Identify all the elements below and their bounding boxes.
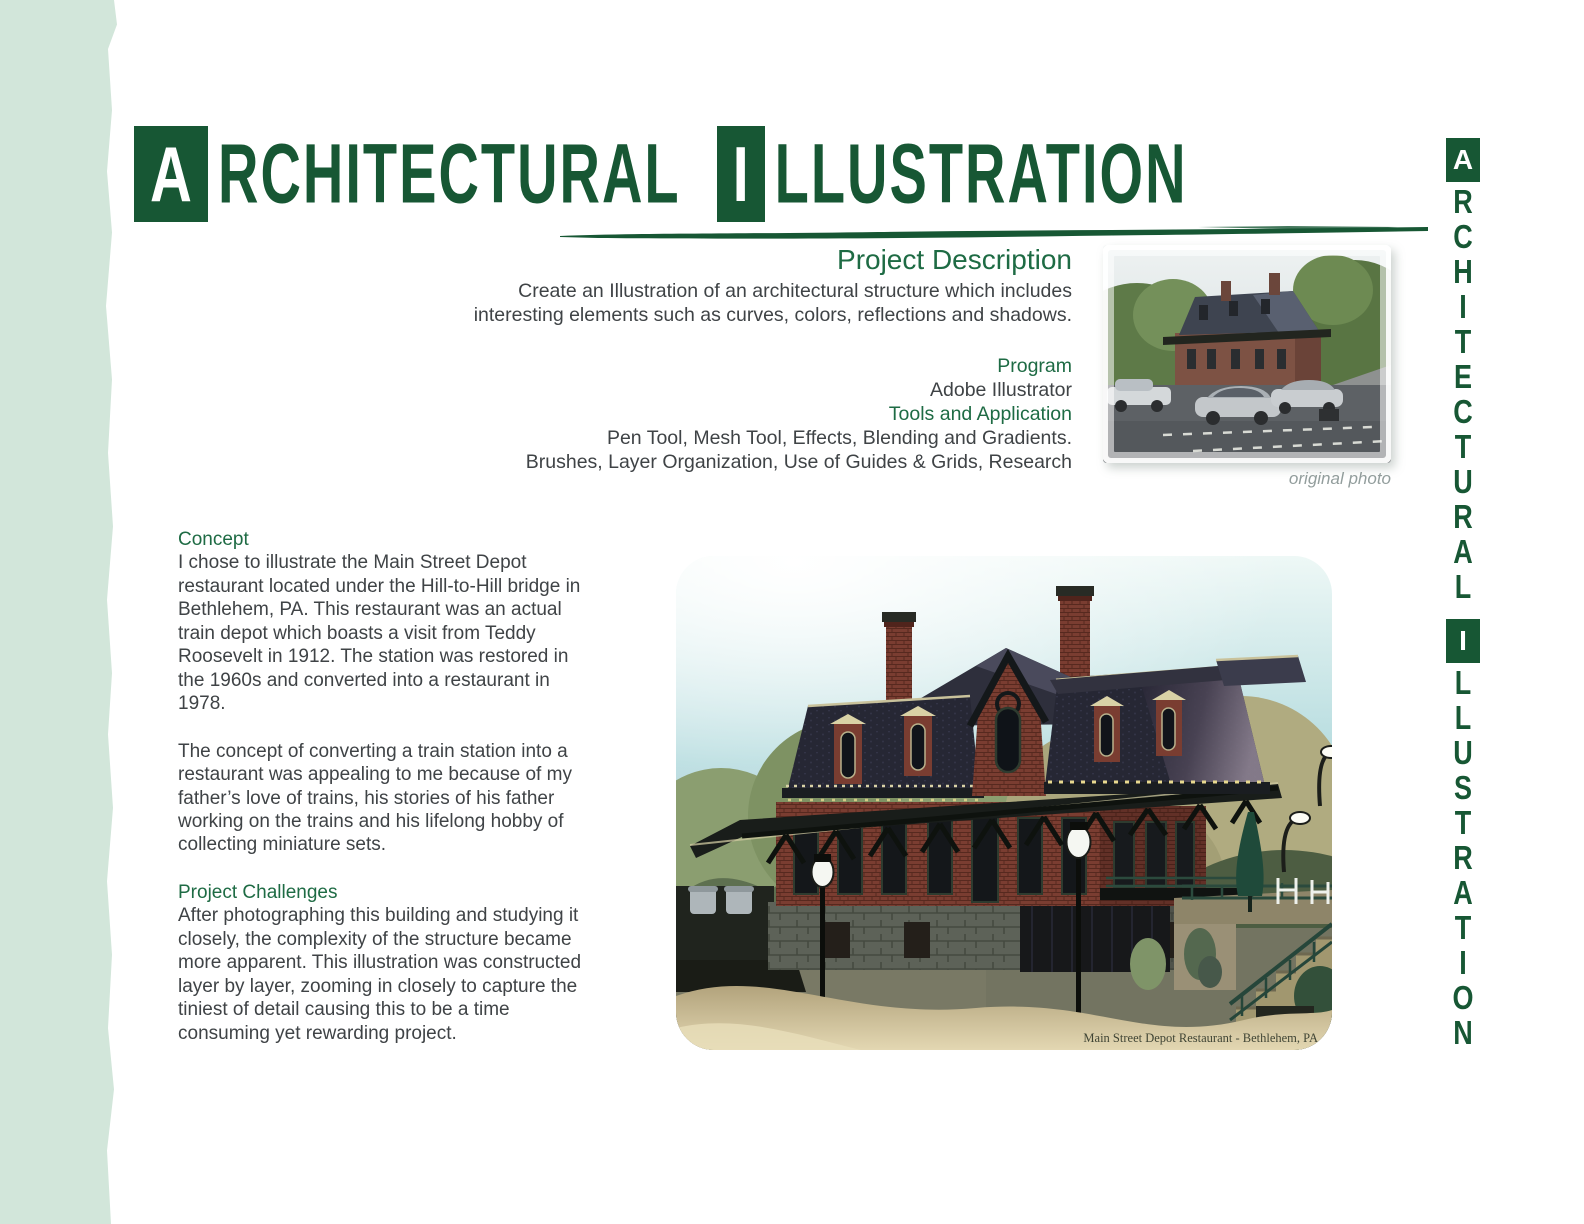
tools-line-2: Brushes, Layer Organization, Use of Guides & Grids, Research [525, 450, 1072, 473]
tools-line-1: Pen Tool, Mesh Tool, Effects, Blending and Gradients. [606, 426, 1072, 449]
challenges-heading: Project Challenges [178, 881, 338, 903]
vertical-letter: T [1454, 909, 1472, 947]
vertical-letter: E [1453, 358, 1472, 396]
vertical-letter: R [1453, 183, 1473, 221]
vertical-letter: L [1454, 664, 1472, 702]
vertical-letter: L [1454, 568, 1472, 606]
original-photo-caption: original photo [1288, 469, 1391, 488]
vertical-letter: A [1446, 138, 1480, 182]
vertical-letter: L [1454, 699, 1472, 737]
vertical-letter: I [1459, 288, 1467, 326]
vertical-letter: C [1453, 393, 1473, 431]
depot-illustration [676, 556, 1332, 1050]
concept-paragraph-1: I chose to illustrate the Main Street Depot restaurant located under the Hill-to-Hill bridge in Bethlehem, PA. This restaurant was an actual train depot which boasts a visit from Teddy Roosevelt in 1912. The station was restored in the 1960s and converted into a restaurant in 1978. [178, 552, 581, 715]
brush-underline [558, 224, 1430, 242]
vertical-letter: R [1453, 498, 1473, 536]
original-photo [1103, 245, 1391, 463]
project-description-body: Create an Illustration of an architectural structure which includes interesting elements such as curves, colors, reflections and shadows. [473, 280, 1072, 326]
vertical-title [1440, 138, 1486, 1051]
title-word-architectural: RCHITECTURAL [218, 126, 681, 221]
concept-heading: Concept [178, 529, 249, 550]
vertical-letter: T [1454, 323, 1472, 361]
tools-label: Tools and Application [888, 402, 1072, 425]
challenges-paragraph: After photographing this building and studying it closely, the complexity of the structure became more apparent. This illustration was constructed layer by layer, zooming in closely to capture the tiniest of detail causing this to be a time consuming yet rewarding project. [178, 905, 582, 1044]
vertical-letter: H [1453, 253, 1473, 291]
vertical-letter: R [1453, 839, 1473, 877]
page-title [134, 126, 1188, 222]
vertical-letter: I [1459, 944, 1467, 982]
concept-section [178, 528, 598, 1045]
vertical-letter: O [1452, 979, 1474, 1017]
program-label: Program [997, 354, 1072, 377]
vertical-letter: C [1453, 218, 1473, 256]
vertical-letter: T [1454, 804, 1472, 842]
vertical-letter: N [1453, 1014, 1473, 1052]
vertical-letter: U [1453, 734, 1473, 772]
original-photo-figure [1103, 245, 1391, 489]
program-value: Adobe Illustrator [930, 378, 1072, 401]
concept-paragraph-2: The concept of converting a train station into a restaurant was appealing to me because of my father’s love of trains, his stories of his father working on the trains and his lifelong hobby of collecting miniature sets. [178, 740, 572, 856]
title-word-illustration: LLUSTRATION [774, 126, 1188, 221]
project-description-section [430, 244, 1072, 475]
title-initial-i: I [732, 130, 749, 218]
vertical-letter: T [1454, 428, 1472, 466]
title-initial-box-a [134, 126, 208, 222]
vertical-letter: A [1453, 533, 1473, 571]
illustration-caption: Main Street Depot Restaurant - Bethlehem, PA [1083, 1031, 1318, 1045]
title-initial-a: A [150, 130, 192, 218]
vertical-letter: A [1453, 874, 1473, 912]
torn-paper-strip [0, 0, 120, 1224]
title-initial-box-i [717, 126, 765, 222]
vertical-letter: I [1446, 619, 1480, 663]
project-description-heading: Project Description [837, 244, 1072, 275]
vertical-letter: S [1453, 769, 1472, 807]
vertical-letter: U [1453, 463, 1473, 501]
